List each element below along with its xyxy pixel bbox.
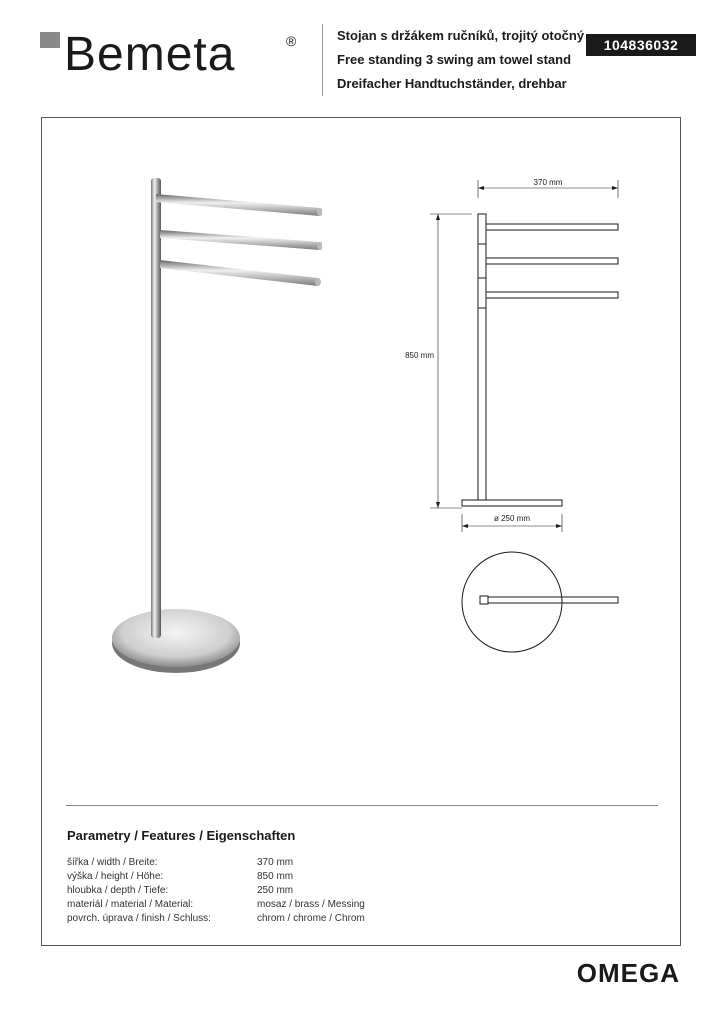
product-titles	[322, 24, 591, 96]
svg-text:Bemeta: Bemeta	[64, 28, 236, 78]
spec-label: šířka / width / Breite:	[67, 857, 158, 868]
spec-label: hloubka / depth / Tiefe:	[67, 885, 169, 896]
product-sheet-frame	[41, 117, 681, 946]
spec-row	[67, 898, 627, 912]
bemeta-logo-icon	[40, 28, 310, 78]
base-label: ø 250 mm	[493, 514, 531, 523]
spec-label: povrch. úprava / finish / Schluss:	[67, 913, 211, 924]
spec-row	[67, 884, 627, 898]
product-photo	[102, 168, 322, 678]
section-divider	[66, 805, 658, 806]
height-label: 850 mm	[405, 351, 434, 360]
features-title: Parametry / Features / Eigenschaften	[67, 828, 296, 843]
plan-view	[462, 552, 618, 652]
towel-arm-3	[160, 260, 321, 286]
base-dimension	[462, 514, 562, 532]
technical-drawing	[402, 168, 642, 658]
height-dimension	[405, 214, 472, 508]
towel-arm-2	[160, 230, 322, 250]
series-name: OMEGA	[576, 958, 680, 988]
title-czech: Stojan s držákem ručníků, trojitý otočný	[337, 28, 585, 43]
spec-row	[67, 870, 627, 884]
spec-value: 250 mm	[257, 885, 294, 896]
svg-text:®: ®	[286, 33, 297, 49]
title-english: Free standing 3 swing am towel stand	[337, 52, 572, 67]
spec-value: mosaz / brass / Messing	[257, 899, 365, 910]
spec-value: chrom / chrome / Chrom	[257, 913, 365, 924]
spec-value: 370 mm	[257, 857, 294, 868]
width-label: 370 mm	[533, 178, 563, 187]
towel-arm-1	[156, 194, 322, 216]
spec-row	[67, 912, 627, 926]
title-german: Dreifacher Handtuchständer, drehbar	[337, 76, 567, 91]
spec-label: výška / height / Höhe:	[67, 871, 164, 882]
elevation-view	[462, 214, 618, 506]
width-dimension	[478, 178, 618, 198]
brand-logo	[40, 28, 310, 78]
spec-row	[67, 856, 627, 870]
spec-label: materiál / material / Material:	[67, 899, 194, 910]
product-code-badge: 104836032	[586, 34, 696, 56]
spec-value: 850 mm	[257, 871, 294, 882]
features-table	[67, 856, 627, 926]
